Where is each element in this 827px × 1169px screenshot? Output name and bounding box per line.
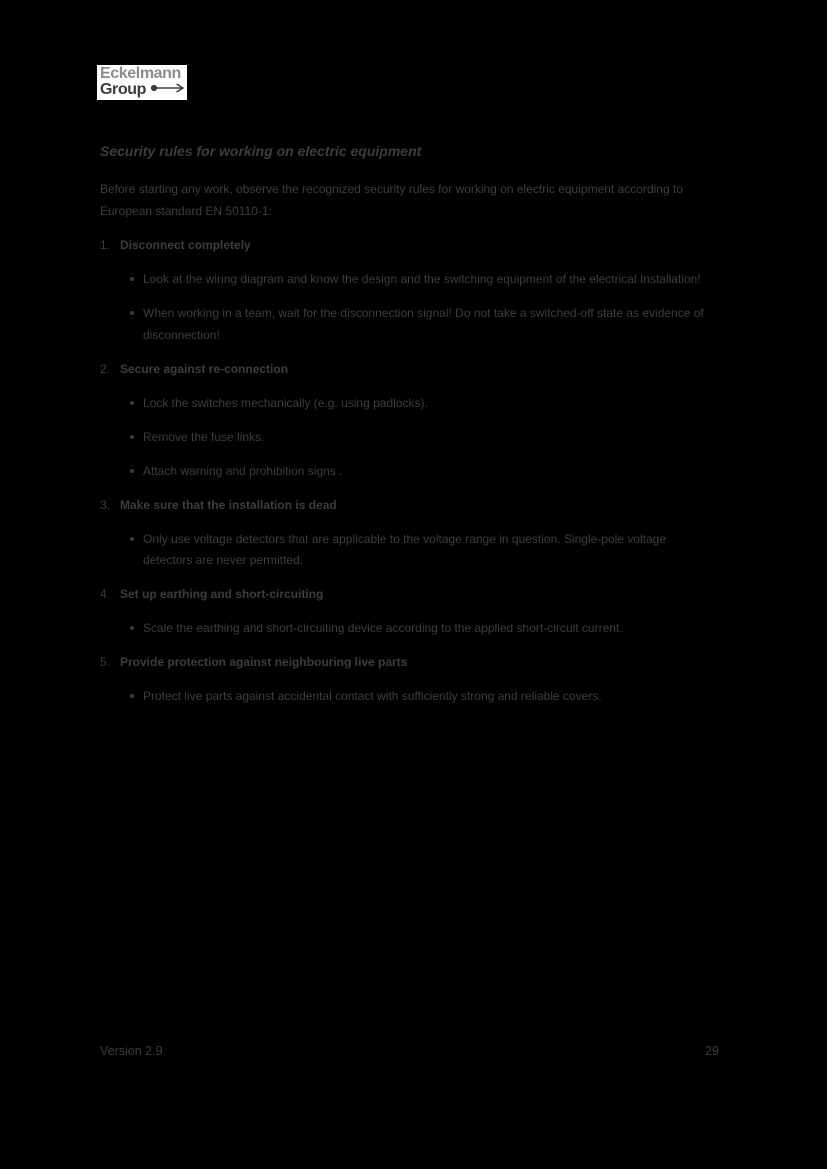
dot-arrow-right-icon — [150, 81, 184, 97]
rule-bullet — [100, 686, 718, 708]
rule-title: Disconnect completely — [120, 238, 251, 252]
intro-paragraph: Before starting any work, observe the recognized security rules for working on electric equipment according to European standard EN 50110-1: — [100, 182, 683, 218]
rule-title: Provide protection against neighbouring live parts — [120, 655, 408, 669]
rule-number: 5. — [100, 655, 111, 669]
rule-number: 3. — [100, 497, 111, 512]
rule-item-1 — [100, 235, 718, 346]
bullet-text: When working in a team, wait for the disconnection signal! Do not take a switched-off state as evidence of disconnection! — [143, 306, 704, 342]
logo-text-group: Group — [100, 80, 146, 98]
document-content — [100, 143, 718, 708]
footer-version: Version 2.9 — [100, 1044, 163, 1058]
section-heading: Security rules for working on electric equipment — [100, 143, 422, 159]
bullet-icon — [129, 461, 143, 483]
bullet-text: Protect live parts against accidental contact with sufficiently strong and reliable covers. — [143, 689, 602, 703]
bullet-icon — [129, 303, 143, 346]
bullet-icon — [129, 686, 143, 708]
bullet-icon — [129, 618, 143, 640]
bullet-icon — [129, 393, 143, 415]
bullet-icon — [129, 427, 143, 449]
rule-item-4 — [100, 584, 718, 640]
rule-bullet — [100, 269, 718, 291]
rule-number: 1. — [100, 238, 111, 252]
rule-bullet — [100, 303, 718, 346]
rule-bullet — [100, 461, 718, 483]
rule-item-2 — [100, 359, 718, 483]
bullet-text: Lock the switches mechanically (e.g. using padlocks). — [143, 395, 428, 410]
rule-bullet — [100, 618, 718, 640]
logo-text-eckelmann: Eckelmann — [100, 65, 181, 82]
bullet-text: Remove the fuse links. — [143, 429, 265, 444]
footer-page-number: 29 — [705, 1044, 719, 1058]
rule-title: Secure against re-connection — [120, 361, 289, 376]
eckelmann-group-logo — [97, 65, 187, 100]
rule-number: 4. — [100, 587, 111, 601]
rule-number: 2. — [100, 361, 111, 376]
bullet-icon — [129, 269, 143, 291]
bullet-text: Only use voltage detectors that are applicable to the voltage range in question. Single-pole voltage detectors are never permitted. — [143, 531, 667, 567]
rule-bullet — [100, 393, 718, 415]
rule-item-3 — [100, 495, 718, 572]
bullet-text: Look at the wiring diagram and know the design and the switching equipment of the electrical Installation! — [143, 272, 701, 286]
rule-bullet — [100, 427, 718, 449]
rule-title: Set up earthing and short-circuiting — [120, 587, 324, 601]
bullet-text: Attach warning and prohibition signs . — [143, 463, 343, 478]
rule-item-5 — [100, 652, 718, 708]
page-footer — [100, 1043, 719, 1059]
bullet-text: Scale the earthing and short-circuiting device according to the applied short-circuit current. — [143, 621, 623, 635]
bullet-icon — [129, 529, 143, 572]
rule-title: Make sure that the installation is dead — [120, 497, 337, 512]
rule-bullet — [100, 529, 718, 572]
